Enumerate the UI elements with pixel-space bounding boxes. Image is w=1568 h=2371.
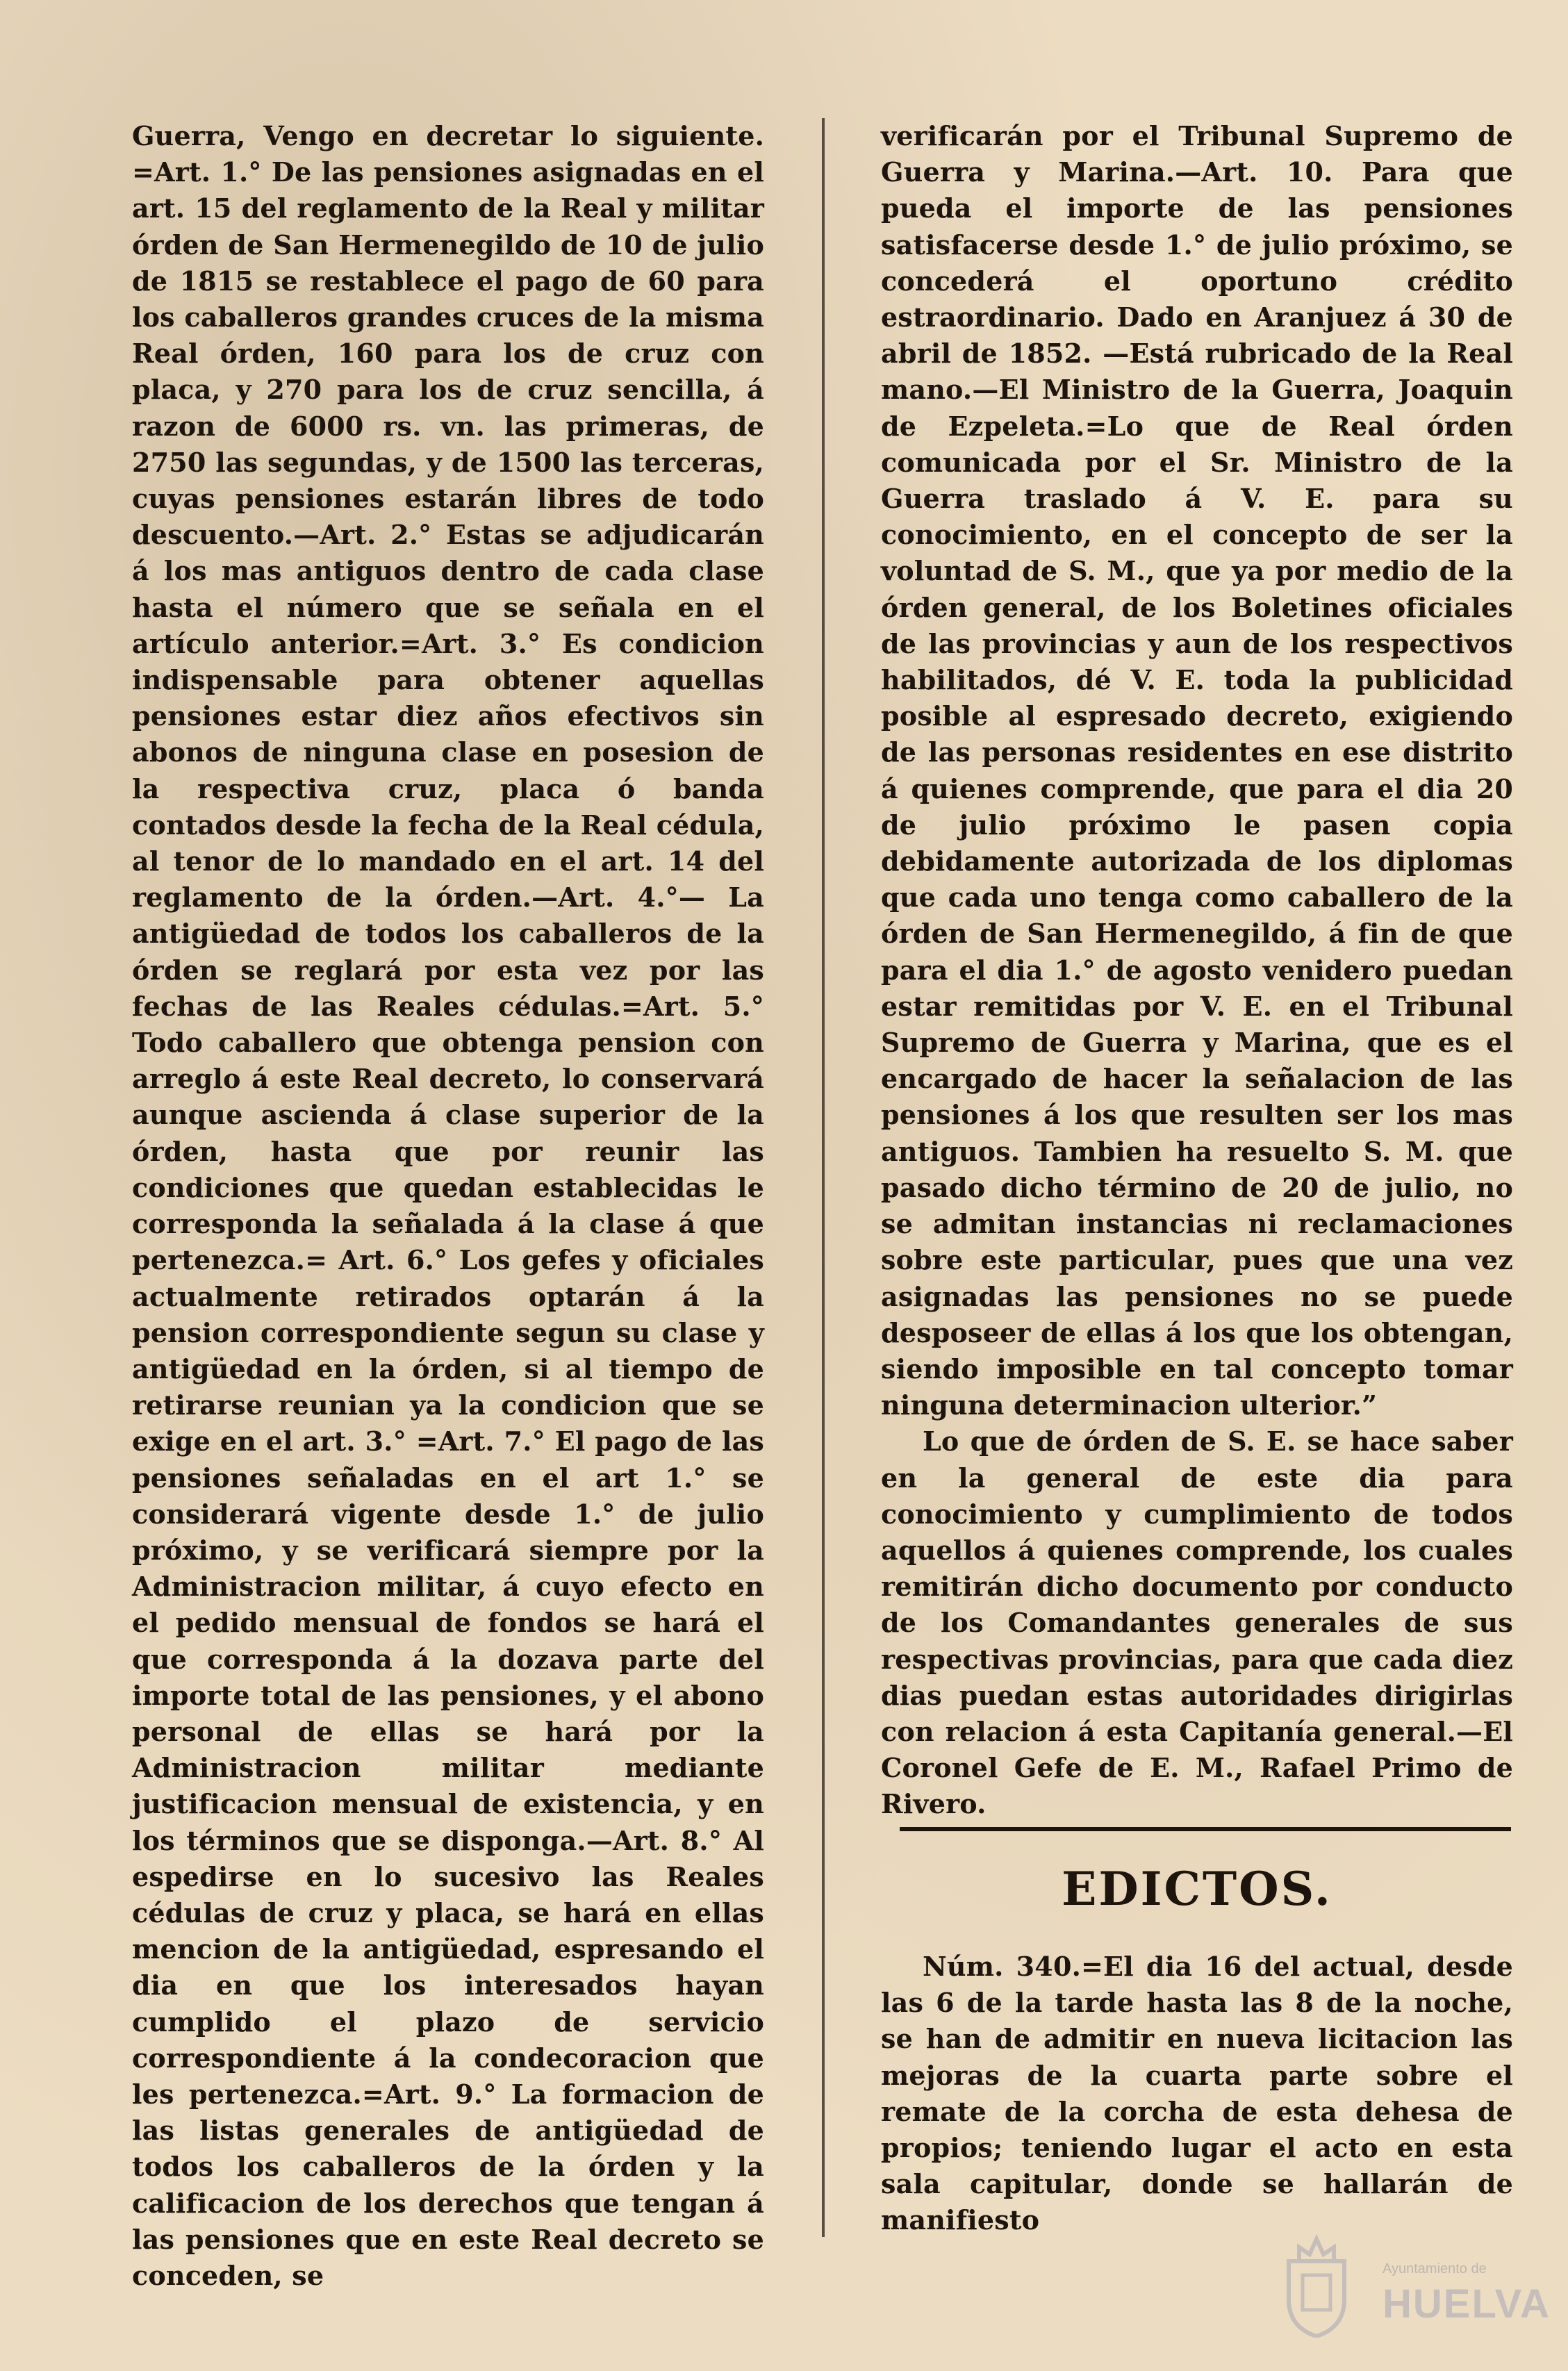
crest-icon — [1278, 2233, 1355, 2338]
section-heading-edictos: EDICTOS. — [1062, 1862, 1332, 1916]
section-divider — [900, 1827, 1511, 1831]
archive-watermark — [1278, 2233, 1551, 2352]
edict-text: Núm. 340.=El dia 16 del actual, desde las 6 de la tarde hasta las 8 de la noche, se han de admitir en nueva licitacion las mejoras de la cuarta parte sobre el remate de la corcha de esta dehesa de propios; teniendo lugar el acto en esta sala capitular, donde se hallarán de manifiesto — [881, 1951, 1513, 2236]
column-divider — [822, 118, 825, 2237]
watermark-city: HUELVA — [1383, 2281, 1551, 2327]
watermark-caption: Ayuntamiento de — [1383, 2261, 1487, 2277]
decree-articles-text: Guerra, Vengo en decretar lo siguiente. =Art. 1.° De las pensiones asignadas en el art. 15 del reglamento de la Real y militar órden de San Hermenegildo de 10 de julio de 1815 se restablece el pago de 60 para los caballeros grandes cruces de la misma Real órden, 160 para los de cruz con placa, y 270 para los de cruz sencilla, á razon de 6000 rs. vn. las primeras, de 2750 las segundas, y de 1500 las terceras, cuyas pensiones estarán libres de todo descuento.—Art. 2.° Estas se adjudicarán á los mas antiguos dentro de cada clase hasta el número que se señala en el artículo anterior.=Art. 3.° Es condicion indispensable para obtener aquellas pensiones estar diez años efectivos sin abonos de ninguna clase en posesion de la respectiva cruz, placa ó banda contados desde la fecha de la Real cédula, al tenor de lo mandado en el art. 14 del reglamento de la órden.—Art. 4.°— La antigüedad de todos los caballeros de la órden se reglará por esta vez por las fechas de las Reales cédulas.=Art. 5.° Todo caballero que obtenga pension con arreglo á este Real decreto, lo conservará aunque ascienda á clase superior de la órden, hasta que por reunir las condiciones que quedan establecidas le corresponda la señalada á la clase á que pertenezca.= Art. 6.° Los gefes y oficiales actualmente retirados optarán á la pension correspondiente segun su clase y antigüedad en la órden, si al tiempo de retirarse reunian ya la condicion que se exige en el art. 3.° =Art. 7.° El pago de las pensiones señaladas en el art 1.° se considerará vigente desde 1.° de julio próximo, y se verificará siempre por la Administracion militar, á cuyo efecto en el pedido mensual de fondos se hará el que corresponda á la dozava parte del importe total de las pensiones, y el abono personal de ellas se hará por la Administracion militar mediante justificacion mensual de existencia, y en los términos que se disponga.—Art. 8.° Al espedirse en lo sucesivo las Reales cédulas de cruz y placa, se hará en ellas mencion de la antigüedad, espresando el dia en que los interesados hayan cumplido el plazo de servicio correspondiente á la condecoracion que les pertenezca.=Art. 9.° La formacion de las listas generales de antigüedad de todos los caballeros de la órden y la calificacion de los derechos que tengan á las pensiones que en este Real decreto se conceden, se — [132, 120, 764, 2291]
decree-conclusion-text: verificarán por el Tribunal Supremo de Guerra y Marina.—Art. 10. Para que pueda el importe de las pensiones satisfacerse desde 1.° de julio próximo, se concederá el oportuno crédito estraordinario. Dado en Aranjuez á 30 de abril de 1852. —Está rubricado de la Real mano.—El Ministro de la Guerra, Joaquin de Ezpeleta.=Lo que de Real órden comunicada por el Sr. Ministro de la Guerra traslado á V. E. para su conocimiento, en el concepto de ser la voluntad de S. M., que ya por medio de la órden general, de los Boletines oficiales de las provincias y aun de los respectivos habilitados, dé V. E. toda la publicidad posible al espresado decreto, exigiendo de las personas residentes en ese distrito á quienes comprende, que para el dia 20 de julio próximo le pasen copia debidamente autorizada de los diplomas que cada uno tenga como caballero de la órden de San Hermenegildo, á fin de que para el dia 1.° de agosto venidero puedan estar remitidas por V. E. en el Tribunal Supremo de Guerra y Marina, que es el encargado de hacer la señalacion de las pensiones á los que resulten ser los mas antiguos. Tambien ha resuelto S. M. que pasado dicho término de 20 de julio, no se admitan instancias ni reclamaciones sobre este particular, pues que una vez asignadas las pensiones no se puede desposeer de ellas á los que los obtengan, siendo imposible en tal concepto tomar ninguna determinacion ulterior.” — [881, 120, 1513, 1421]
left-column — [132, 118, 764, 2294]
captaincy-notice-text: Lo que de órden de S. E. se hace saber en la general de este dia para conocimiento y cumplimiento de todos aquellos á quienes comprende, los cuales remitirán dicho documento por conducto de los Comandantes generales de sus respectivas provincias, para que cada diez dias puedan estas autoridades dirigirlas con relacion á esta Capitanía general.—El Coronel Gefe de E. M., Rafael Primo de Rivero. — [881, 1426, 1513, 1820]
edict-entry — [881, 1949, 1513, 2239]
right-column — [881, 118, 1513, 1823]
